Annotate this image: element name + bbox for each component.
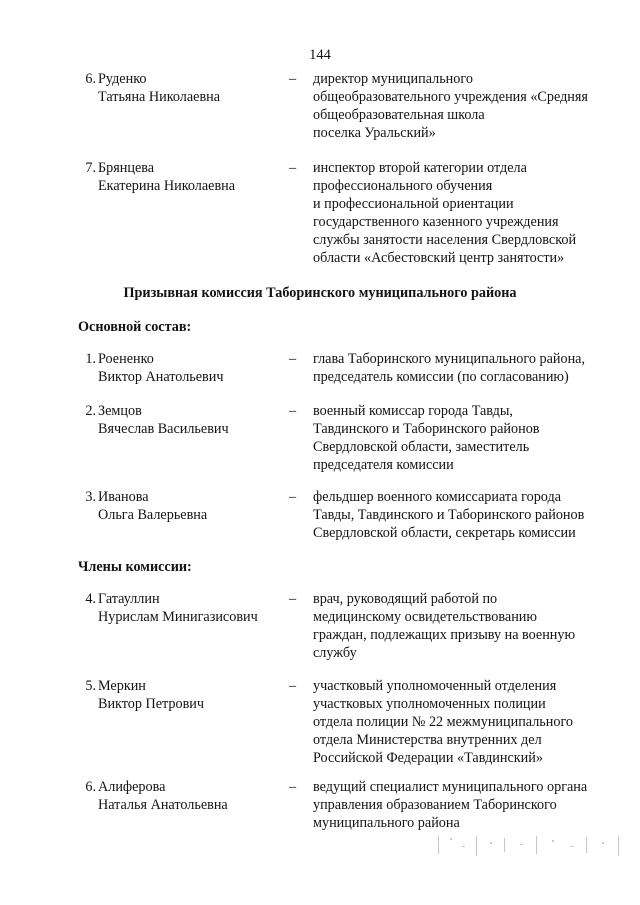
- role-line: отдела полиции № 22 межмуниципального: [313, 714, 574, 730]
- position-description: [313, 70, 623, 142]
- position-description: [313, 590, 623, 662]
- given-names: Виктор Петрович: [98, 696, 205, 712]
- role-line: управления образованием Таборинского: [313, 797, 557, 813]
- role-line: граждан, подлежащих призыву на военную: [313, 627, 576, 643]
- position-description: [313, 159, 623, 267]
- role-line: Российской Федерации «Тавдинский»: [313, 750, 543, 766]
- person-name: [98, 402, 298, 438]
- person-name: [98, 70, 298, 106]
- given-names: Нурислам Минигазисович: [98, 609, 258, 625]
- role-line: и профессиональной ориентации: [313, 196, 514, 212]
- role-line: Тавдинского и Таборинского районов: [313, 421, 540, 437]
- scan-artifact: [432, 832, 632, 862]
- surname: Меркин: [98, 678, 146, 694]
- role-line: поселка Уральский»: [313, 125, 436, 141]
- page-number: 144: [309, 47, 331, 63]
- role-line: военный комиссар города Тавды,: [313, 403, 513, 419]
- given-names: Виктор Анатольевич: [98, 369, 224, 385]
- entry-number: 1.: [85, 351, 96, 367]
- role-line: инспектор второй категории отдела: [313, 160, 527, 176]
- person-name: [98, 677, 298, 713]
- given-names: Наталья Анатольевна: [98, 797, 228, 813]
- role-line: общеобразовательного учреждения «Средняя: [313, 89, 588, 105]
- person-name: [98, 350, 298, 386]
- position-description: [313, 350, 623, 386]
- dash: –: [289, 160, 297, 176]
- position-description: [313, 402, 623, 474]
- role-line: муниципального района: [313, 815, 460, 831]
- role-line: председателя комиссии: [313, 457, 454, 473]
- dash: –: [289, 71, 297, 87]
- entry-number: 5.: [85, 678, 96, 694]
- dash: –: [289, 591, 297, 607]
- entry-number: 7.: [85, 160, 96, 176]
- main-section-heading: Основной состав:: [78, 319, 192, 335]
- role-line: службы занятости населения Свердловской: [313, 232, 577, 248]
- person-name: [98, 488, 298, 524]
- person-name: [98, 590, 298, 626]
- role-line: отдела Министерства внутренних дел: [313, 732, 542, 748]
- entry-number: 3.: [85, 489, 96, 505]
- entry-number: 6.: [85, 71, 96, 87]
- role-line: фельдшер военного комиссариата города: [313, 489, 561, 505]
- role-line: глава Таборинского муниципального района,: [313, 351, 586, 367]
- entry-number: 2.: [85, 403, 96, 419]
- role-line: Свердловской области, заместитель: [313, 439, 530, 455]
- commission-title: Призывная комиссия Таборинского муниципального района: [123, 285, 517, 301]
- role-line: Свердловской области, секретарь комиссии: [313, 525, 576, 541]
- role-line: врач, руководящий работой по: [313, 591, 498, 607]
- entry-number: 4.: [85, 591, 96, 607]
- entry-number: 6.: [85, 779, 96, 795]
- role-line: директор муниципального: [313, 71, 473, 87]
- surname: Земцов: [98, 403, 142, 419]
- given-names: Вячеслав Васильевич: [98, 421, 229, 437]
- surname: Гатауллин: [98, 591, 160, 607]
- person-name: [98, 159, 298, 195]
- surname: Руденко: [98, 71, 147, 87]
- role-line: Тавды, Тавдинского и Таборинского районов: [313, 507, 585, 523]
- position-description: [313, 677, 623, 767]
- role-line: участковых уполномоченных полиции: [313, 696, 546, 712]
- dash: –: [289, 678, 297, 694]
- dash: –: [289, 779, 297, 795]
- role-line: общеобразовательная школа: [313, 107, 485, 123]
- role-line: медицинскому освидетельствованию: [313, 609, 537, 625]
- dash: –: [289, 403, 297, 419]
- members-section-heading: Члены комиссии:: [78, 559, 192, 575]
- role-line: председатель комиссии (по согласованию): [313, 369, 569, 385]
- surname: Брянцева: [98, 160, 155, 176]
- given-names: Татьяна Николаевна: [98, 89, 221, 105]
- surname: Алиферова: [98, 779, 166, 795]
- role-line: профессионального обучения: [313, 178, 493, 194]
- role-line: области «Асбестовский центр занятости»: [313, 250, 565, 266]
- dash: –: [289, 489, 297, 505]
- surname: Иванова: [98, 489, 149, 505]
- given-names: Екатерина Николаевна: [98, 178, 236, 194]
- role-line: участковый уполномоченный отделения: [313, 678, 557, 694]
- role-line: службу: [313, 645, 357, 661]
- role-line: государственного казенного учреждения: [313, 214, 559, 230]
- given-names: Ольга Валерьевна: [98, 507, 208, 523]
- person-name: [98, 778, 298, 814]
- role-line: ведущий специалист муниципального органа: [313, 779, 588, 795]
- surname: Роененко: [98, 351, 154, 367]
- position-description: [313, 488, 623, 542]
- position-description: [313, 778, 623, 832]
- dash: –: [289, 351, 297, 367]
